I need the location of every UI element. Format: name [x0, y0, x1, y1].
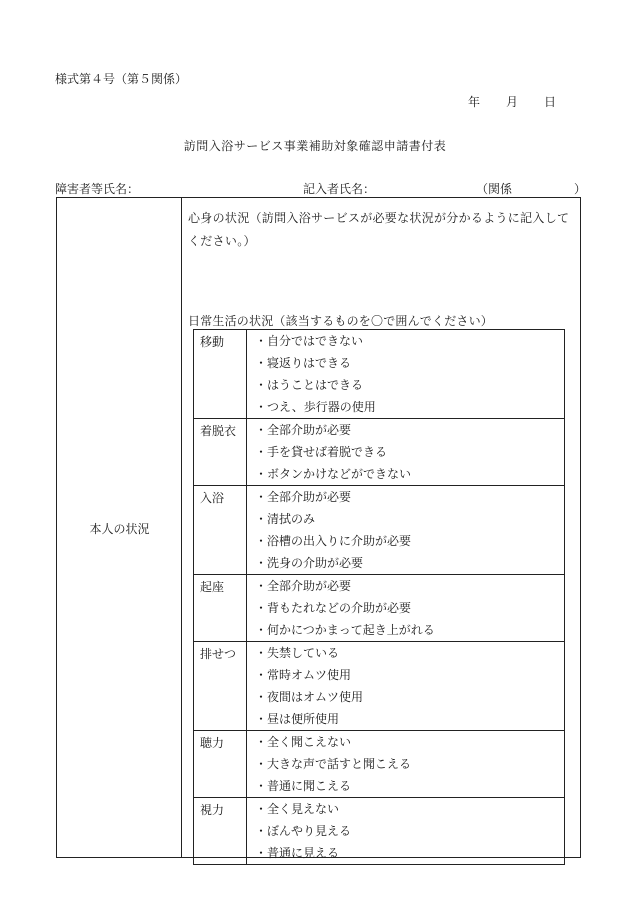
date-day-label: 日 [544, 95, 557, 109]
option-item[interactable]: ・全く見えない [255, 802, 340, 816]
row-label: 本人の状況 [89, 522, 150, 536]
category-name: 移動 [194, 330, 247, 419]
daily-life-label: 日常生活の状況（該当するものを〇で囲んでください） [188, 314, 494, 328]
option-item[interactable]: ・はうことはできる [255, 378, 364, 392]
category-row [194, 330, 565, 419]
option-item[interactable]: ・全く聞こえない [255, 735, 352, 749]
option-item[interactable]: ・全部介助が必要 [255, 490, 352, 504]
option-item[interactable]: ・洗身の介助が必要 [255, 556, 364, 570]
applicant-name-label: 障害者等氏名： [55, 182, 140, 196]
category-options [247, 642, 565, 731]
option-item[interactable]: ・背もたれなどの介助が必要 [255, 601, 412, 615]
option-item[interactable]: ・常時オムツ使用 [255, 668, 352, 682]
option-item[interactable]: ・自分ではできない [255, 334, 364, 348]
option-item[interactable]: ・普通に見える [255, 846, 340, 860]
option-item[interactable]: ・清拭のみ [255, 512, 316, 526]
date-line [468, 93, 556, 110]
daily-life-table [193, 329, 565, 865]
option-item[interactable]: ・ぼんやり見える [255, 824, 352, 838]
option-item[interactable]: ・夜間はオムツ使用 [255, 690, 364, 704]
category-options [247, 575, 565, 642]
category-options [247, 731, 565, 798]
option-item[interactable]: ・全部介助が必要 [255, 579, 352, 593]
category-name: 聴力 [194, 731, 247, 798]
date-month-label: 月 [506, 95, 519, 109]
option-item[interactable]: ・手を貸せば着脱できる [255, 445, 388, 459]
option-item[interactable]: ・寝返りはできる [255, 356, 352, 370]
option-item[interactable]: ・大きな声で話すと聞こえる [255, 757, 412, 771]
relation-label [476, 180, 586, 197]
category-name: 入浴 [194, 486, 247, 575]
writer-name-label: 記入者氏名： [303, 182, 376, 196]
mental-condition-label: 心身の状況（訪問入浴サービスが必要な状況が分かるように記入してください。） [188, 211, 570, 248]
option-item[interactable]: ・つえ、歩行器の使用 [255, 400, 376, 414]
form-number: 様式第４号（第５関係） [55, 72, 188, 86]
category-row [194, 486, 565, 575]
option-item[interactable]: ・昼は便所使用 [255, 712, 340, 726]
category-row [194, 419, 565, 486]
document-title: 訪問入浴サービス事業補助対象確認申請書付表 [183, 139, 447, 153]
category-row [194, 798, 565, 865]
category-row [194, 731, 565, 798]
option-item[interactable]: ・ボタンかけなどができない [255, 467, 412, 481]
category-name: 視力 [194, 798, 247, 865]
category-name: 起座 [194, 575, 247, 642]
option-item[interactable]: ・失禁している [255, 646, 340, 660]
option-item[interactable]: ・全部介助が必要 [255, 423, 352, 437]
category-row [194, 575, 565, 642]
date-year-label: 年 [468, 95, 481, 109]
relation-open: （関係 [476, 182, 513, 196]
option-item[interactable]: ・普通に聞こえる [255, 779, 352, 793]
category-options [247, 486, 565, 575]
category-options [247, 419, 565, 486]
category-name: 排せつ [194, 642, 247, 731]
category-name: 着脱衣 [194, 419, 247, 486]
category-options [247, 330, 565, 419]
category-options [247, 798, 565, 865]
status-table [56, 197, 581, 858]
category-row [194, 642, 565, 731]
option-item[interactable]: ・何かにつかまって起き上がれる [255, 623, 435, 637]
relation-close: ） [574, 182, 587, 196]
option-item[interactable]: ・浴槽の出入りに介助が必要 [255, 534, 412, 548]
row-label-cell [57, 198, 182, 857]
